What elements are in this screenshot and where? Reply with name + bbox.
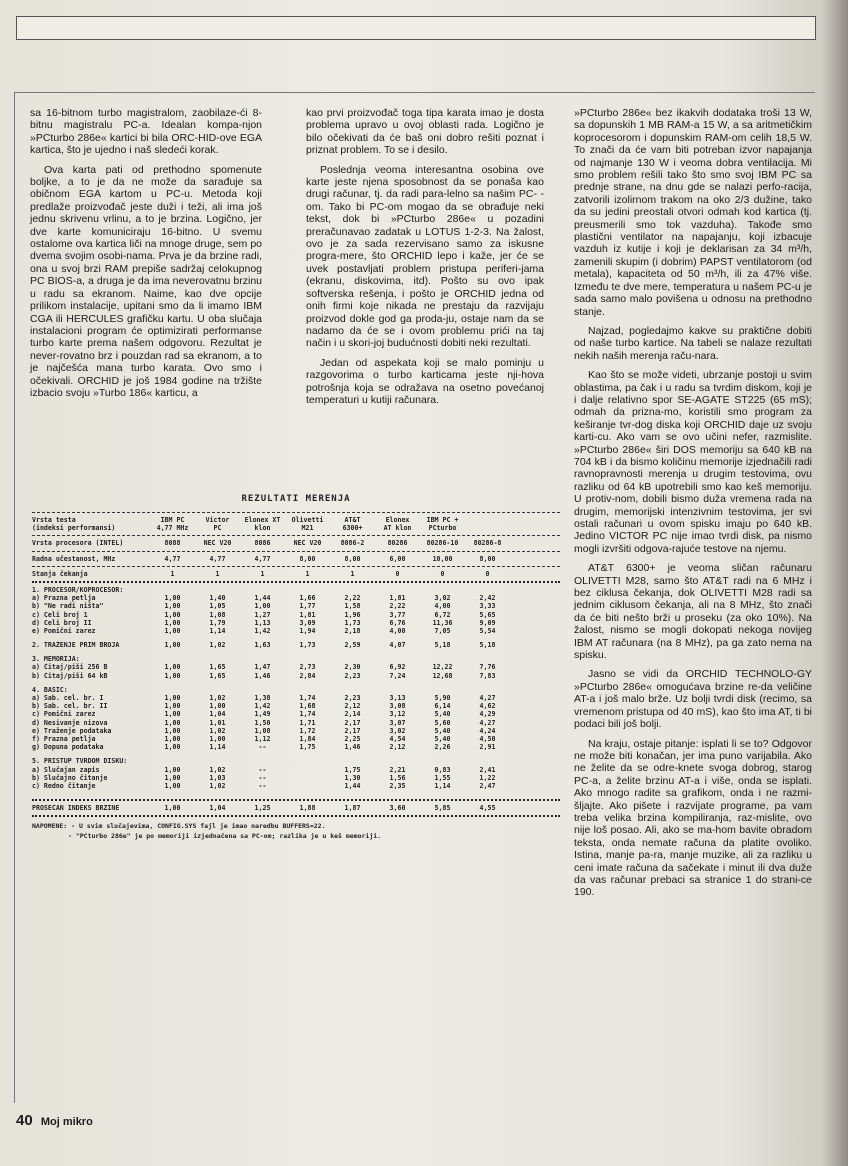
- cell-value: 4,77: [254, 554, 271, 563]
- cell-value: 3,08: [389, 702, 406, 711]
- cell-value: 8088: [164, 539, 181, 548]
- cell-value: 8086-2: [340, 539, 365, 548]
- table-row: [32, 782, 560, 790]
- paragraph: Jasno se vidi da ORCHID TECHNOLO-GY »PCturbo 286e« omogućava brzine re-da veličine AT-a i još malo brže. Uz bolji tvrdi disk (recimo, sa vremenom pristupa od 40 mS), kao što ima AT, ti bi podaci bili još bolji.: [574, 668, 812, 731]
- cell-value: 2,41: [479, 765, 496, 774]
- cell-value: 1,88: [299, 804, 316, 813]
- cell-value: 4,55: [479, 804, 496, 813]
- cell-value: 2,25: [344, 734, 361, 743]
- table-row: [32, 594, 560, 602]
- cell-value: 2,42: [479, 594, 496, 603]
- cell-value: 1,44: [344, 781, 361, 790]
- table-row: [32, 524, 560, 532]
- cell-value: NEC V20: [203, 539, 232, 548]
- cell-value: 2,22: [344, 594, 361, 603]
- cell-value: 4,07: [389, 641, 406, 650]
- cell-value: 1,00: [164, 626, 181, 635]
- row-label: c) Redno čitanje: [32, 781, 96, 790]
- cell-value: 8086: [254, 539, 271, 548]
- cell-value: M21: [301, 524, 314, 533]
- cell-value: 1,04: [209, 804, 226, 813]
- cell-value: 2,17: [344, 718, 361, 727]
- cell-value: Elonex: [385, 516, 410, 524]
- cell-value: Elonex XT: [244, 516, 281, 524]
- cell-value: 2,22: [389, 602, 406, 611]
- cell-value: 1,14: [209, 626, 226, 635]
- cell-value: 1,74: [299, 710, 316, 719]
- table-row: [32, 727, 560, 735]
- table-row: [32, 663, 560, 671]
- cell-value: 1,05: [209, 602, 226, 611]
- cell-value: 1,42: [254, 702, 271, 711]
- paragraph: Ova karta pati od prethodno spomenute boljke, a to je da ne može da sarađuje sa običnom EGA kartom u PC-u. Metoda koji predlaže proizvođač jeste duži i teži, ali ima još jednu skrivenu vrlinu, a to je brzina. Logično, jer dve karte komuniciraju 16-bitno. U svemu ostalome ova kartica liči na mnoge druge, sem po dvema svojim osobi-nama. Prva je da brzine radi, ona u svoj brzi RAM prepiše sadržaj celokupnog PC BIOS-a, a druga je da ima neverovatnu brzinu u radu sa ekranom. Naime, kao dve opcije prilikom instalacije, upitani smo da li imamo IBM CGA ili HERCULES grafičku kartu. U oba slučaja instalacioni program će optimizirati performanse turbo karte prema našem odgovoru. Rezultat je never-rovatno brz i pouzdan rad sa ekranom, a to je najčešća mana turbo karata. Ovo smo i očekivali. ORCHID je još 1984 godine na tržište izbacio svoju »Turbo 186« karticu, a: [30, 163, 262, 399]
- cell-value: IBM PC +: [426, 516, 459, 524]
- cell-value: [285, 782, 330, 790]
- table-row: [32, 672, 560, 680]
- paragraph: Poslednja veoma interesantna osobina ove karte jeste njena sposobnost da se ponaša kao drugi računar, tj. da radi para-lelno sa našim PC- -om. Tako bi PC-om mogao da se obrađuje neki tekst, dok bi »PCturbo 286e« u pozadini preračunavao zadatak u LOTUS 1-2-3. Na žalost, ovo je za sada rezervisano samo za iskusne progra-mere, što ORCHID lepo i kaže, jer će se uvek postavljati problem pristupa periferi-jama (ekranu, diskovima, itd). Pošto su ovo ipak softverska rešenja, i pošto je ORCHID jedna od onih firmi koje nikada ne prestaju da razvijaju proizvod dokle god ga proda-ju, ostaje nam da se nadamo da će se i ovom problemu prići na taj način i u skori-joj budućnosti dobiti neki rezultati.: [306, 163, 544, 350]
- cell-value: 1,22: [479, 773, 496, 782]
- cell-value: 3,09: [299, 618, 316, 627]
- cell-value: 4,24: [479, 726, 496, 735]
- cell-value: 3,07: [389, 718, 406, 727]
- paragraph: Jedan od aspekata koji se malo pominju u razgovorima o turbo karticama jeste nji-hova potrošnja koja se odražava na osetno povećanoj temperaturi u kutiji računara.: [306, 356, 544, 406]
- table-row: [32, 735, 560, 743]
- table-row: [32, 694, 560, 702]
- row-label: e) Pomični zarez: [32, 626, 96, 635]
- cell-value: 1: [170, 569, 175, 578]
- cell-value: 1,00: [164, 804, 181, 813]
- cell-value: 3,13: [389, 694, 406, 702]
- cell-value: 1,73: [344, 618, 361, 627]
- page-footer: [16, 1112, 93, 1129]
- divider: [32, 512, 560, 513]
- row-label: f) Prazna petlja: [32, 734, 96, 743]
- table-row: [32, 804, 560, 812]
- cell-value: 5,85: [434, 804, 451, 813]
- cell-value: 3,12: [389, 710, 406, 719]
- cell-value: 1,00: [164, 702, 181, 711]
- cell-value: 1,00: [164, 594, 181, 603]
- cell-value: PCturbo: [428, 524, 457, 533]
- cell-value: 1,14: [434, 781, 451, 790]
- cell-value: 80286: [387, 539, 408, 548]
- cell-value: --: [258, 781, 267, 790]
- cell-value: --: [258, 773, 267, 782]
- cell-value: 7,05: [434, 626, 451, 635]
- cell-value: 1,00: [164, 718, 181, 727]
- cell-value: 4,77 MHz: [156, 524, 189, 533]
- row-label: a) Slučajan zapis: [32, 765, 100, 774]
- row-label: a) Sab. cel. br. I: [32, 694, 104, 702]
- table-row: [32, 619, 560, 627]
- cell-value: 1,87: [344, 804, 361, 813]
- cell-value: 2,23: [344, 671, 361, 680]
- cell-value: NEC V20: [293, 539, 322, 548]
- row-label: g) Dopuna podataka: [32, 743, 104, 752]
- cell-value: 7,83: [479, 671, 496, 680]
- cell-value: 2,73: [299, 663, 316, 672]
- table-row: [32, 627, 560, 635]
- cell-value: 1: [305, 569, 310, 578]
- cell-value: 6,92: [389, 663, 406, 672]
- row-label: PROSEČAN INDEKS BRZINE: [32, 804, 120, 813]
- cell-value: 1,00: [164, 641, 181, 650]
- cell-value: 1,27: [254, 610, 271, 619]
- cell-value: 1,77: [299, 602, 316, 611]
- cell-value: 1,73: [299, 641, 316, 650]
- spacer: [32, 790, 560, 796]
- cell-value: 8,00: [479, 554, 496, 563]
- cell-value: 1,00: [164, 734, 181, 743]
- cell-value: Victor: [205, 516, 230, 524]
- cell-value: 1,46: [344, 743, 361, 752]
- paragraph: »PCturbo 286e« bez ikakvih dodataka troši 13 W, sa dopunskih 1 MB RAM-a 15 W, a sa aritmetičkim koprocesorom i dopunskim RAM-om celih 18,5 W. To znači da će vam biti potreban izvor napajanja od najmanje 130 W i veoma dobra ventilacija. Mi smo problem rešili tako što smo svoj IBM PC sa prednje strane, na dnu gde se nalazi perfo-racija, zatvorili izolirnom trakom na oko 2/3 dužine, tako da su jedini preostali otvori odmah kod kartica (tj. preusmerili smo tok vazduha). Takođe smo plastični ventilator na napajanju, koji izbacuje vazduh iz kutije i koji je deklarisan za 34 m³/h, zamenili skupim (i dobrim) PAPST ventilatorom (od metala), kapaciteta od 50 m³/h, ili za 47% više. Između te dve mere, temperatura u našem PC-u je sada samo malo povišena u odnosu na prethodno stanje.: [574, 107, 812, 318]
- row-label: 2. TRAŽENJE PRIM BROJA: [32, 641, 120, 650]
- cell-value: 5,60: [434, 718, 451, 727]
- cell-value: 1,49: [254, 710, 271, 719]
- cell-value: 7,24: [389, 671, 406, 680]
- cell-value: 1,13: [254, 618, 271, 627]
- row-label: a) Čitaj/piši 256 B: [32, 663, 108, 672]
- cell-value: 8,00: [299, 554, 316, 563]
- table-row: [32, 570, 560, 578]
- cell-value: --: [258, 743, 267, 752]
- cell-value: 1,38: [254, 694, 271, 702]
- cell-value: 6,72: [434, 610, 451, 619]
- cell-value: 0: [440, 569, 445, 578]
- cell-value: 1,71: [299, 718, 316, 727]
- cell-value: 1,81: [299, 610, 316, 619]
- cell-value: 8,00: [344, 554, 361, 563]
- group-title: 3. MEMORIJA:: [32, 655, 80, 664]
- cell-value: 3,02: [389, 726, 406, 735]
- cell-value: 1,58: [344, 602, 361, 611]
- cell-value: 2,17: [344, 726, 361, 735]
- table-row: [32, 641, 560, 649]
- cell-value: 1,00: [164, 671, 181, 680]
- table-row: [32, 743, 560, 751]
- cell-value: 1,02: [209, 765, 226, 774]
- cell-value: 1,00: [209, 702, 226, 711]
- cell-value: 4,29: [479, 710, 496, 719]
- table-row: [32, 555, 560, 563]
- row-label: Vrsta testa: [32, 516, 76, 524]
- cell-value: 1,00: [164, 602, 181, 611]
- cell-value: 4,54: [389, 734, 406, 743]
- cell-value: 6,14: [434, 702, 451, 711]
- cell-value: 1: [260, 569, 265, 578]
- divider: [32, 566, 560, 567]
- cell-value: klon: [254, 524, 271, 533]
- cell-value: 1,02: [209, 726, 226, 735]
- magazine-name: Moj mikro: [40, 1116, 93, 1128]
- row-label: a) Prazna petlja: [32, 594, 96, 603]
- cell-value: 5,54: [479, 626, 496, 635]
- cell-value: 7,76: [479, 663, 496, 672]
- cell-value: 1,44: [254, 594, 271, 603]
- cell-value: 1,08: [209, 610, 226, 619]
- table-notes: [32, 821, 560, 841]
- cell-value: 1,65: [209, 671, 226, 680]
- cell-value: 1,30: [344, 773, 361, 782]
- cell-value: 1,00: [164, 781, 181, 790]
- row-label: b) "Ne radi ništa": [32, 602, 104, 611]
- paragraph: Najzad, pogledajmo kakve su praktične dobiti od naše turbo kartice. Na tabeli se nalaze rezultati nekih naših merenja raču-nara.: [574, 324, 812, 362]
- cell-value: Olivetti: [291, 516, 324, 524]
- cell-value: 1,00: [164, 743, 181, 752]
- cell-value: 1,02: [209, 781, 226, 790]
- cell-value: 5,40: [434, 726, 451, 735]
- cell-value: 2,30: [344, 663, 361, 672]
- cell-value: 5,65: [479, 610, 496, 619]
- cell-value: 1,25: [254, 804, 271, 813]
- cell-value: 9,09: [479, 618, 496, 627]
- cell-value: 3,02: [434, 594, 451, 603]
- cell-value: 3,33: [479, 602, 496, 611]
- cell-value: 1,55: [434, 773, 451, 782]
- cell-value: 1,47: [254, 663, 271, 672]
- group-title: 4. BASIC:: [32, 685, 68, 694]
- cell-value: 2,23: [344, 694, 361, 702]
- paragraph: Kao što se može videti, ubrzanje postoji u svim oblastima, pa čak i u radu sa tvrdim diskom, koji je i dalje relativno spor SE-AGATE ST225 (65 mS); odmah da prizna-mo, koristili smo program za keširanje tvr-dog diska koji ORCHID daje uz svoju karti-cu. Ako vam se ovo učini nefer, razmislite. »PCturbo 286e« širi DOS memoriju sa 640 kB na 704 kB i da bismo količinu memorije izjednačili radi ravnopravnosti merenja u drugim testovima, ovu razliku od 64 kB upotrebili smo kao keš memoriju. U protiv-nom, dobili bismo duža vremena rada na drugim, memorijski intenzivnim testovima, jer svi ostali računari u ovom spisku imaju po 640 kB. Jedino VICTOR PC nije imao tvrdi disk, pa nismo mogli izvršiti odgova-rajuće testove na njemu.: [574, 369, 812, 555]
- cell-value: 1,50: [254, 718, 271, 727]
- cell-value: 1: [350, 569, 355, 578]
- divider: [32, 551, 560, 552]
- cell-value: 4,50: [479, 734, 496, 743]
- cell-value: [285, 766, 330, 774]
- paragraph: Na kraju, ostaje pitanje: isplati li se to? Odgovor ne može biti konačan, jer ima puno varijabila. Ako ne želite da se odre-knete svoga dobrog, starog PC-a, a želite brzinu AT-a i više, onda se isplati. Ako mnogo radite sa grafikom, onda i ne razmi-šljajte. Ako pišete i razvijate programe, pa vam treba velika brzina kompiliranja, raz-mislite, ovo nije loš posao. Ali, ako se ma-hom bavite obradom teksta, onda nemate računa da platite ovoliko. Istina, manje pa-ra, manje muzike, ali za razliku u ceni imate računa da sačekate i minut ili dva duže da vas računar prebaci sa stranice 1 do strani-ce 190.: [574, 737, 812, 899]
- cell-value: 2,12: [344, 702, 361, 711]
- cell-value: 1,00: [254, 602, 271, 611]
- note: NAPOMENE: - U svim slučajevima, CONFIG.SYS fajl je imao naredbu BUFFERS=22.: [32, 822, 326, 831]
- cell-value: AT klon: [383, 524, 412, 533]
- table-row: [32, 611, 560, 619]
- paragraph: AT&T 6300+ je veoma sličan računaru OLIVETTI M28, samo što AT&T radi na 6 MHz i bez ciklusa čekanja, dok OLIVETTI M28 radi sa jednim ciklusom čekanja, ali na 8 MHz, što znači da će biti nešto brži u proseku (za oko 10%). Na žalost, nismo se mogli dokopati nekoga novijeg IBM AT računara (na 8 MHz), pa ga zato nema na spisku.: [574, 562, 812, 662]
- divider: [32, 799, 560, 801]
- cell-value: 1,00: [164, 726, 181, 735]
- table-row: [32, 539, 560, 547]
- cell-value: 1,81: [389, 594, 406, 603]
- row-label: d) Nesivanje nizova: [32, 718, 108, 727]
- row-label: c) Pomični zarez: [32, 710, 96, 719]
- cell-value: 2,91: [479, 743, 496, 752]
- cell-value: 1,00: [164, 694, 181, 702]
- cell-value: 1,00: [209, 734, 226, 743]
- row-label: e) Traženje podataka: [32, 726, 112, 735]
- table-row: [32, 774, 560, 782]
- cell-value: 1,42: [254, 626, 271, 635]
- cell-value: 1,08: [254, 726, 271, 735]
- cell-value: 1,00: [164, 710, 181, 719]
- cell-value: IBM PC: [160, 516, 185, 524]
- cell-value: [285, 774, 330, 782]
- benchmark-table: [32, 494, 560, 841]
- table-row: [32, 702, 560, 710]
- cell-value: 0: [485, 569, 490, 578]
- table-body: [32, 516, 560, 817]
- text-column-3: [574, 107, 812, 906]
- cell-value: 80286-8: [473, 539, 502, 548]
- cell-value: 4,27: [479, 694, 496, 702]
- cell-value: 1,01: [209, 718, 226, 727]
- cell-value: 4,00: [434, 602, 451, 611]
- cell-value: --: [258, 765, 267, 774]
- cell-value: 1,03: [209, 773, 226, 782]
- cell-value: 1,96: [344, 610, 361, 619]
- cell-value: 1,00: [164, 618, 181, 627]
- cell-value: 0: [395, 569, 400, 578]
- cell-value: 2,47: [479, 781, 496, 790]
- cell-value: 2,26: [434, 743, 451, 752]
- cell-value: 1,00: [164, 765, 181, 774]
- row-label: d) Celi broj II: [32, 618, 92, 627]
- row-label: b) Čitaj/piši 64 kB: [32, 671, 108, 680]
- cell-value: 1,72: [299, 726, 316, 735]
- cell-value: 1,63: [254, 641, 271, 650]
- group-title: 1. PROCESOR/KOPROCESOR:: [32, 585, 124, 594]
- table-row: [32, 516, 560, 524]
- cell-value: 1,75: [344, 765, 361, 774]
- cell-value: 12,68: [432, 671, 453, 680]
- cell-value: 2,14: [344, 710, 361, 719]
- table-row: [32, 710, 560, 718]
- divider: [32, 815, 560, 817]
- cell-value: 80286-10: [426, 539, 459, 548]
- cell-value: 5,18: [434, 641, 451, 650]
- cell-value: 5,18: [479, 641, 496, 650]
- paragraph: kao prvi proizvođač toga tipa karata imao je dosta problema upravo u ovoj oblasti rada. Logično je bilo očekivati da će baš oni dobro rešiti poznat i priznat problem. To se i desilo.: [306, 107, 544, 157]
- cell-value: PC: [213, 524, 222, 533]
- cell-value: 4,77: [209, 554, 226, 563]
- cell-value: 1,00: [164, 610, 181, 619]
- cell-value: 11,36: [432, 618, 453, 627]
- cell-value: 0,83: [434, 765, 451, 774]
- cell-value: 2,21: [389, 765, 406, 774]
- divider: [32, 535, 560, 536]
- cell-value: 1,02: [209, 641, 226, 650]
- cell-value: 3,77: [389, 610, 406, 619]
- row-label: Radna učestanost, MHz: [32, 554, 116, 563]
- cell-value: 1,84: [299, 734, 316, 743]
- table-row: [32, 766, 560, 774]
- cell-value: 5,40: [434, 710, 451, 719]
- row-label: b) Sab. cel. br. II: [32, 702, 108, 711]
- group-title: 5. PRISTUP TVRDOM DISKU:: [32, 757, 128, 766]
- cell-value: 2,59: [344, 641, 361, 650]
- page-number: 40: [16, 1112, 33, 1129]
- cell-value: 1: [215, 569, 220, 578]
- cell-value: 4,27: [479, 718, 496, 727]
- row-label: Vrsta procesora (INTEL): [32, 539, 124, 548]
- cell-value: 10,00: [432, 554, 453, 563]
- divider: [32, 581, 560, 583]
- cell-value: 1,46: [254, 671, 271, 680]
- cell-value: AT&T: [344, 516, 361, 524]
- cell-value: 1,56: [389, 773, 406, 782]
- row-label: Stanja čekanja: [32, 569, 88, 578]
- cell-value: 1,68: [299, 702, 316, 711]
- table-row: [32, 602, 560, 610]
- cell-value: 1,94: [299, 626, 316, 635]
- cell-value: 1,02: [209, 694, 226, 702]
- cell-value: 3,60: [389, 804, 406, 813]
- top-border-bar: [16, 16, 816, 40]
- cell-value: 1,14: [209, 743, 226, 752]
- cell-value: 2,18: [344, 626, 361, 635]
- table-title: REZULTATI MERENJA: [241, 494, 351, 504]
- cell-value: 1,65: [209, 663, 226, 672]
- cell-value: 5,90: [434, 694, 451, 702]
- table-row: [32, 719, 560, 727]
- paragraph: sa 16-bitnom turbo magistralom, zaobilaze-ći 8-bitnu magistralu PC-a. Idealan kompa-njon »PCturbo 286e« kartici bi bila ORC-HID-ove EGA kartica, što je ujedno i naš sledeći korak.: [30, 107, 262, 157]
- cell-value: 1,74: [299, 694, 316, 702]
- row-label: (indeksi performansi): [32, 524, 116, 533]
- cell-value: 2,35: [389, 781, 406, 790]
- text-column-2: [306, 107, 544, 413]
- cell-value: 6,76: [389, 618, 406, 627]
- text-column-1: [30, 107, 262, 406]
- note: - "PCturbo 286e" je po memoriji izjednačena sa PC-om; razlika je u keš memoriji.: [68, 832, 382, 841]
- cell-value: 4,00: [389, 626, 406, 635]
- cell-value: 4,77: [164, 554, 181, 563]
- cell-value: 2,84: [299, 671, 316, 680]
- row-label: b) Slučajno čitanje: [32, 773, 108, 782]
- cell-value: 1,66: [299, 594, 316, 603]
- cell-value: 4,62: [479, 702, 496, 711]
- cell-value: 12,22: [432, 663, 453, 672]
- row-label: c) Celi broj 1: [32, 610, 88, 619]
- cell-value: 5,40: [434, 734, 451, 743]
- cell-value: 1,40: [209, 594, 226, 603]
- cell-value: 1,79: [209, 618, 226, 627]
- cell-value: 1,75: [299, 743, 316, 752]
- cell-value: 1,12: [254, 734, 271, 743]
- cell-value: 6,00: [389, 554, 406, 563]
- cell-value: 2,12: [389, 743, 406, 752]
- cell-value: 1,00: [164, 773, 181, 782]
- cell-value: 6300+: [342, 524, 363, 533]
- cell-value: 1,04: [209, 710, 226, 719]
- cell-value: 1,00: [164, 663, 181, 672]
